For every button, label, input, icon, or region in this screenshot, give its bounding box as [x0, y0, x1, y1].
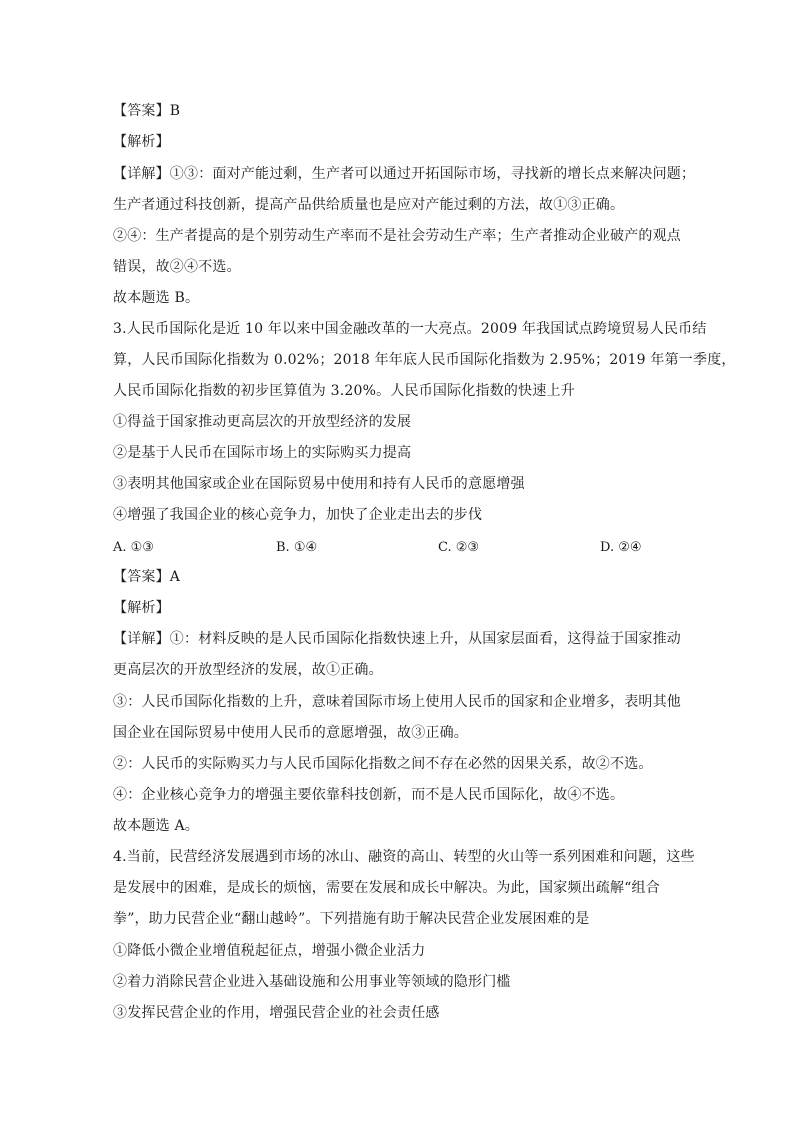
statement-item: ①降低小微企业增值税起征点，增强小微企业活力 [113, 943, 426, 959]
option-c: C. ②③ [438, 540, 480, 555]
detail-text: ③：人民币国际化指数的上升，意味着国际市场上使用人民币的国家和企业增多，表明其他 [113, 694, 681, 710]
question-stem: 是发展中的困难，是成长的烦恼，需要在发展和成长中解决。为此，国家频出疏解“组合 [113, 880, 660, 896]
detail-text: 生产者通过科技创新，提高产品供给质量也是应对产能过剩的方法，故①③正确。 [113, 197, 625, 213]
statement-item: ④增强了我国企业的核心竞争力，加快了企业走出去的步伐 [113, 507, 483, 523]
detail-text: 错误，故②④不选。 [113, 259, 241, 275]
answer-label: 【答案】A [113, 569, 181, 585]
option-d: D. ②④ [600, 540, 642, 555]
statement-item: ②是基于人民币在国际市场上的实际购买力提高 [113, 445, 412, 461]
question-stem: 拳”，助力民营企业“翻山越岭”。下列措施有助于解决民营企业发展困难的是 [113, 911, 590, 927]
analysis-label: 【解析】 [113, 134, 170, 150]
detail-text: ②④：生产者提高的是个别劳动生产率而不是社会劳动生产率；生产者推动企业破产的观点 [113, 228, 681, 244]
detail-text: 【详解】①③：面对产能过剩，生产者可以通过开拓国际市场，寻找新的增长点来解决问题； [113, 166, 696, 182]
statement-item: ①得益于国家推动更高层次的开放型经济的发展 [113, 414, 412, 430]
conclusion-text: 故本题选 B。 [113, 290, 200, 306]
detail-text: 更高层次的开放型经济的发展，故①正确。 [113, 662, 383, 678]
detail-text: 国企业在国际贸易中使用人民币的意愿增强，故③正确。 [113, 725, 468, 741]
statement-item: ③表明其他国家或企业在国际贸易中使用和持有人民币的意愿增强 [113, 476, 525, 492]
analysis-label: 【解析】 [113, 600, 170, 616]
question-stem: 人民币国际化指数的初步匡算值为 3.20%。人民币国际化指数的快速上升 [113, 383, 575, 399]
detail-text: ④：企业核心竞争力的增强主要依靠科技创新，而不是人民币国际化，故④不选。 [113, 787, 625, 803]
question-stem: 4.当前，民营经济发展遇到市场的冰山、融资的高山、转型的火山等一系列困难和问题，这些 [113, 849, 695, 865]
detail-text: 【详解】①：材料反映的是人民币国际化指数快速上升，从国家层面看，这得益于国家推动 [113, 631, 681, 647]
question-stem: 算，人民币国际化指数为 0.02%；2018 年年底人民币国际化指数为 2.95%；2019 年第一季度， [113, 352, 736, 368]
answer-options [113, 538, 693, 558]
statement-item: ②着力消除民营企业进入基础设施和公用事业等领域的隐形门槛 [113, 974, 511, 990]
option-b: B. ①④ [276, 540, 318, 555]
question-stem: 3.人民币国际化是近 10 年以来中国金融改革的一大亮点。2009 年我国试点跨境贸易人民币结 [113, 321, 707, 337]
answer-label: 【答案】B [113, 103, 181, 119]
conclusion-text: 故本题选 A。 [113, 818, 199, 834]
statement-item: ③发挥民营企业的作用，增强民营企业的社会责任感 [113, 1005, 440, 1021]
option-a: A. ①③ [113, 540, 154, 555]
detail-text: ②：人民币的实际购买力与人民币国际化指数之间不存在必然的因果关系，故②不选。 [113, 756, 653, 772]
